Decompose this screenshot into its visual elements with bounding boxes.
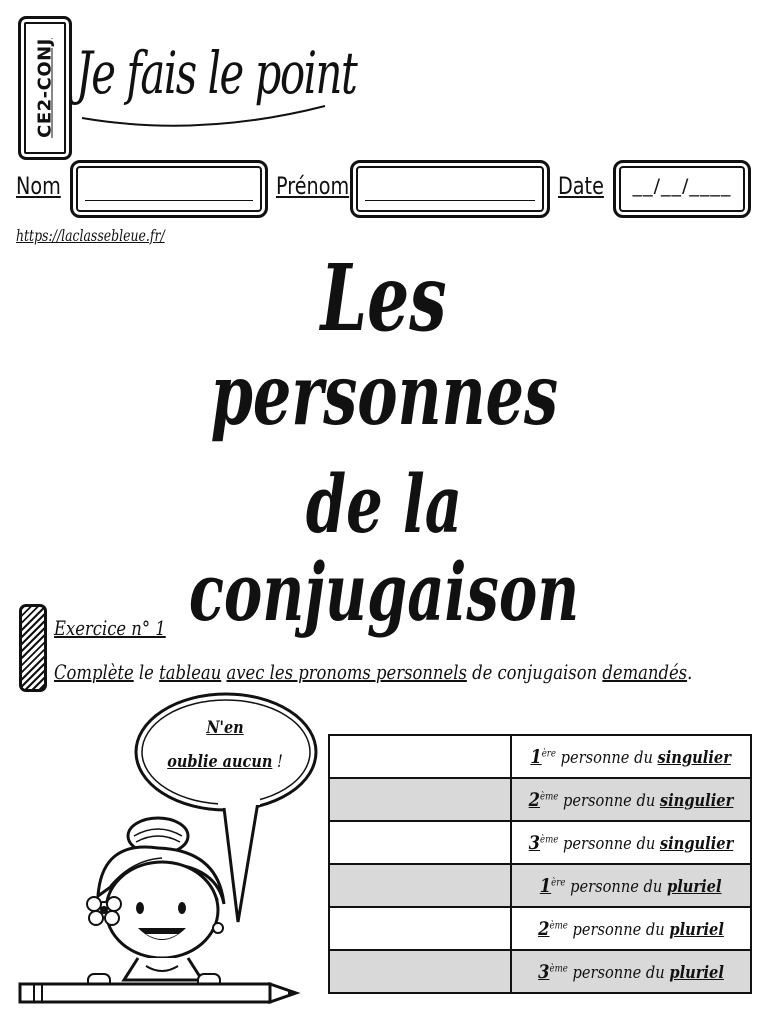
exercise-number: Exercice n° 1 xyxy=(54,616,166,640)
table-row xyxy=(329,950,751,993)
person-label-cell xyxy=(511,950,751,993)
pronoun-answer-cell[interactable] xyxy=(329,864,511,907)
title-swoosh xyxy=(80,96,330,136)
person-label-cell xyxy=(511,864,751,907)
person-number: 3 xyxy=(538,960,550,983)
pronoun-answer-cell[interactable] xyxy=(329,907,511,950)
person-ordinal: ère xyxy=(551,876,566,888)
date-placeholder: __/__/____ xyxy=(632,175,732,197)
main-title-line2: personnes xyxy=(210,345,558,444)
person-number: 3 xyxy=(528,831,541,854)
person-ordinal: ème xyxy=(549,962,568,974)
number-keyword: singulier xyxy=(659,833,734,854)
number-keyword: singulier xyxy=(657,747,732,768)
date-label: Date xyxy=(558,172,604,200)
person-ordinal: ère xyxy=(542,747,557,759)
table-row xyxy=(329,907,751,950)
main-title-line3: de la conjugaison xyxy=(188,457,580,639)
person-text: personne du xyxy=(561,747,654,768)
person-text: personne du xyxy=(563,833,656,854)
prenom-field[interactable] xyxy=(350,160,550,218)
source-url[interactable]: https://laclassebleue.fr/ xyxy=(16,226,165,245)
pronoun-answer-cell[interactable] xyxy=(329,735,511,778)
prenom-label: Prénom xyxy=(276,172,350,200)
table-row xyxy=(329,864,751,907)
exercise-instruction: Complète le tableau avec les pronoms personnels de conjugaison demandés. xyxy=(54,660,693,684)
person-ordinal: ème xyxy=(549,919,568,931)
person-text: personne du xyxy=(572,919,665,940)
pronoun-answer-cell[interactable] xyxy=(329,778,511,821)
pronoun-answer-cell[interactable] xyxy=(329,821,511,864)
conjugation-table xyxy=(328,734,752,994)
number-keyword: pluriel xyxy=(669,962,724,983)
person-text: personne du xyxy=(570,876,663,897)
person-label-cell xyxy=(511,778,751,821)
bubble-text: N'en oublie aucun ! xyxy=(167,718,283,772)
person-label-cell xyxy=(511,735,751,778)
table-row xyxy=(329,735,751,778)
person-label-cell xyxy=(511,821,751,864)
person-label-cell xyxy=(511,907,751,950)
person-ordinal: ème xyxy=(540,833,559,845)
person-text: personne du xyxy=(572,962,665,983)
number-keyword: pluriel xyxy=(667,876,722,897)
person-number: 2 xyxy=(538,917,550,940)
nom-field[interactable] xyxy=(70,160,268,218)
number-keyword: singulier xyxy=(659,790,734,811)
date-field[interactable] xyxy=(613,160,751,218)
level-badge-text: CE2-CONJ xyxy=(34,38,56,138)
nom-label: Nom xyxy=(16,172,61,200)
worksheet-title: Je fais le point xyxy=(76,39,357,107)
exercise-marker xyxy=(19,604,47,692)
person-text: personne du xyxy=(563,790,656,811)
person-number: 2 xyxy=(528,788,541,811)
level-badge xyxy=(18,16,72,160)
table-row xyxy=(329,821,751,864)
person-number: 1 xyxy=(530,745,543,768)
number-keyword: pluriel xyxy=(669,919,724,940)
table-row xyxy=(329,778,751,821)
person-number: 1 xyxy=(540,874,552,897)
main-title-line1: Les xyxy=(320,244,447,352)
pronoun-answer-cell[interactable] xyxy=(329,950,511,993)
person-ordinal: ème xyxy=(540,790,559,802)
